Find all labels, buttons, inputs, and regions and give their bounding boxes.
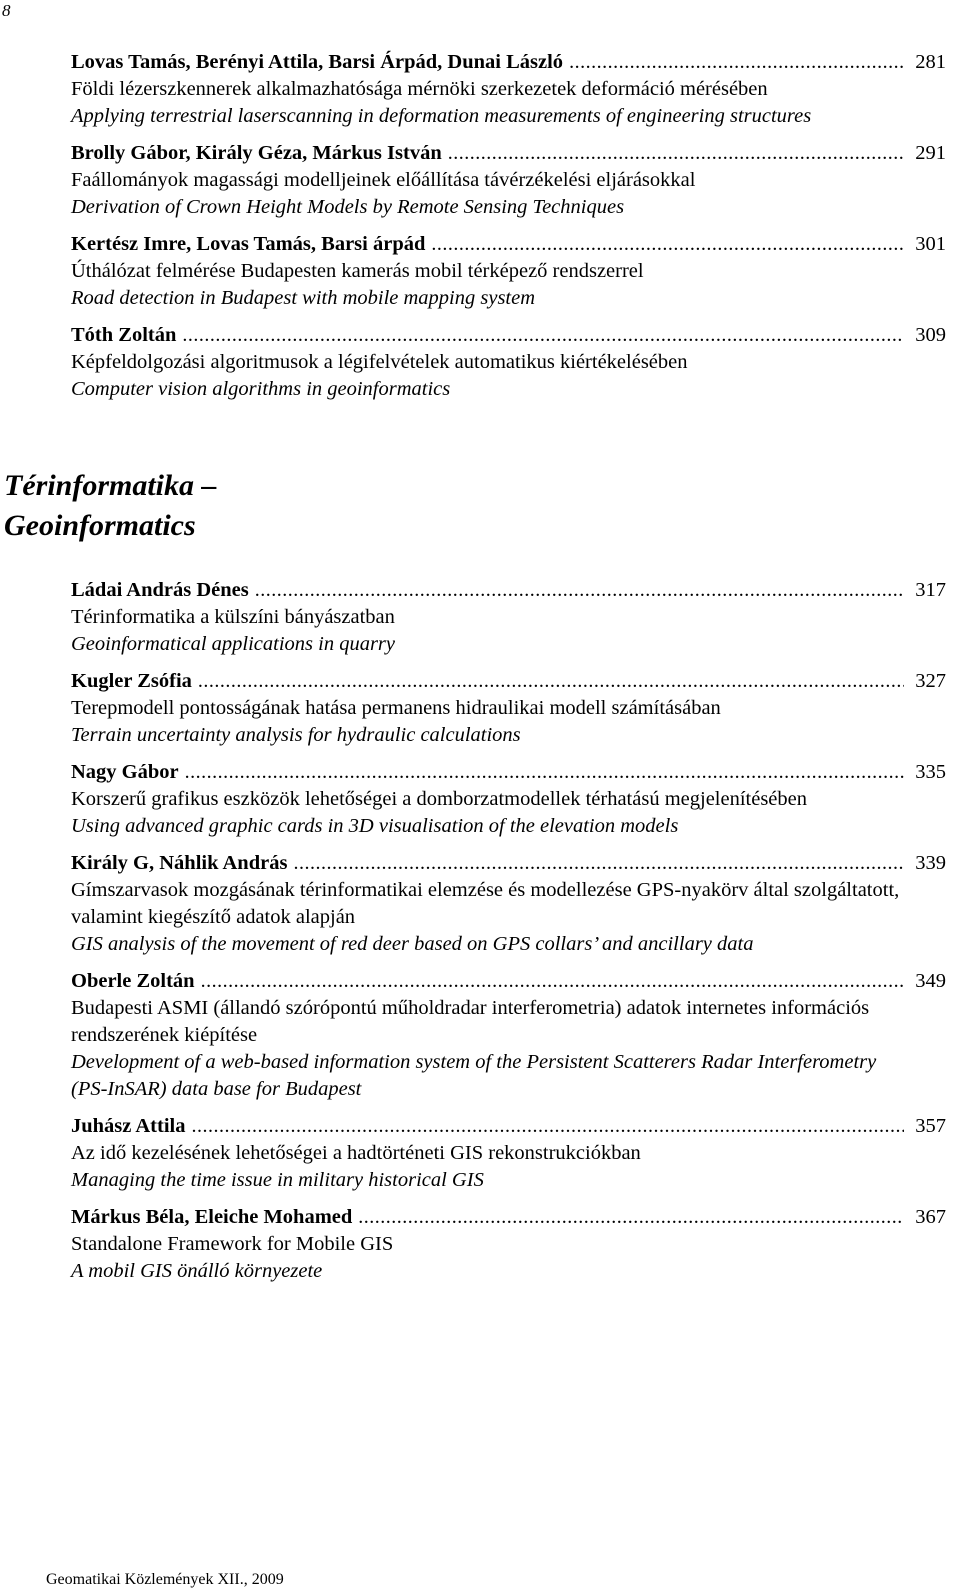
entry-page: 339 xyxy=(915,852,946,874)
entry-title-hu: Terepmodell pontosságának hatása permanens hidraulikai modell számításában xyxy=(71,697,721,719)
dot-leader xyxy=(201,968,904,995)
dot-leader xyxy=(182,322,904,349)
entry-title-hu: Képfeldolgozási algoritmusok a légifelvételek automatikus kiértékelésében xyxy=(71,351,688,373)
toc-entry xyxy=(71,1113,946,1194)
dot-leader xyxy=(431,231,904,258)
entry-authors: Brolly Gábor, Király Géza, Márkus István xyxy=(71,142,442,164)
author-line xyxy=(71,49,946,76)
entry-title-en: Using advanced graphic cards in 3D visualisation of the elevation models xyxy=(71,815,679,837)
entry-title-en: Terrain uncertainty analysis for hydraulic calculations xyxy=(71,724,521,746)
entry-title-en: Geoinformatical applications in quarry xyxy=(71,633,395,655)
toc-list-bottom xyxy=(71,577,946,1295)
entry-page: 309 xyxy=(915,324,946,346)
page-number: 8 xyxy=(2,1,11,20)
dot-leader xyxy=(358,1204,904,1231)
entry-authors: Nagy Gábor xyxy=(71,761,179,783)
entry-title-hu: Földi lézerszkennerek alkalmazhatósága mérnöki szerkezetek deformáció mérésében xyxy=(71,78,768,100)
dot-leader xyxy=(185,759,904,786)
entry-title-en: Computer vision algorithms in geoinformatics xyxy=(71,378,451,400)
dot-leader xyxy=(255,577,904,604)
dot-leader xyxy=(448,140,904,167)
entry-title-en: Managing the time issue in military historical GIS xyxy=(71,1169,484,1191)
entry-authors: Márkus Béla, Eleiche Mohamed xyxy=(71,1206,353,1228)
entry-title-hu: Úthálózat felmérése Budapesten kamerás mobil térképező rendszerrel xyxy=(71,260,644,282)
author-line xyxy=(71,577,946,604)
section-heading xyxy=(4,466,217,546)
dot-leader xyxy=(191,1113,904,1140)
entry-title-en: Road detection in Budapest with mobile mapping system xyxy=(71,287,536,309)
entry-title-hu: Standalone Framework for Mobile GIS xyxy=(71,1233,394,1255)
entry-title-hu: Budapesti ASMI (állandó szórópontú műholdradar interferometria) adatok internetes információs rendszerének kiépítése xyxy=(71,997,870,1046)
toc-entry xyxy=(71,968,946,1103)
entry-title-en: Derivation of Crown Height Models by Remote Sensing Techniques xyxy=(71,196,625,218)
entry-page: 317 xyxy=(915,579,946,601)
author-line xyxy=(71,759,946,786)
entry-title-en: Development of a web-based information system of the Persistent Scatterers Radar Interferometry (PS-InSAR) data base for Budapest xyxy=(71,1051,877,1100)
entry-page: 301 xyxy=(915,233,946,255)
author-line xyxy=(71,968,946,995)
entry-title-hu: Korszerű grafikus eszközök lehetőségei a domborzatmodellek térhatású megjelenítésében xyxy=(71,788,808,810)
toc-list-top xyxy=(71,49,946,413)
entry-title-en: A mobil GIS önálló környezete xyxy=(71,1260,323,1282)
entry-authors: Kugler Zsófia xyxy=(71,670,192,692)
author-line xyxy=(71,668,946,695)
entry-title-hu: Gímszarvasok mozgásának térinformatikai elemzése és modellezése GPS-nyakörv által szolgáltatott, valamint kiegészítő adatok alapján xyxy=(71,879,900,928)
entry-title-hu: Az idő kezelésének lehetőségei a hadtörténeti GIS rekonstrukciókban xyxy=(71,1142,641,1164)
entry-title-en: Applying terrestrial laserscanning in deformation measurements of engineering structures xyxy=(71,105,812,127)
author-line xyxy=(71,140,946,167)
entry-authors: Tóth Zoltán xyxy=(71,324,177,346)
author-line xyxy=(71,850,946,877)
section-heading-line1: Térinformatika – xyxy=(4,469,217,502)
entry-page: 281 xyxy=(915,51,946,73)
toc-entry xyxy=(71,668,946,749)
dot-leader xyxy=(198,668,904,695)
entry-page: 357 xyxy=(915,1115,946,1137)
toc-entry xyxy=(71,1204,946,1285)
entry-authors: Juhász Attila xyxy=(71,1115,186,1137)
author-line xyxy=(71,1204,946,1231)
entry-page: 327 xyxy=(915,670,946,692)
entry-page: 291 xyxy=(915,142,946,164)
dot-leader xyxy=(293,850,904,877)
entry-page: 349 xyxy=(915,970,946,992)
toc-entry xyxy=(71,759,946,840)
toc-entry xyxy=(71,850,946,958)
entry-authors: Oberle Zoltán xyxy=(71,970,195,992)
author-line xyxy=(71,322,946,349)
toc-entry xyxy=(71,322,946,403)
footer-journal: Geomatikai Közlemények XII., 2009 xyxy=(46,1571,284,1588)
entry-authors: Kertész Imre, Lovas Tamás, Barsi árpád xyxy=(71,233,426,255)
author-line xyxy=(71,231,946,258)
entry-title-en: GIS analysis of the movement of red deer based on GPS collars’ and ancillary data xyxy=(71,933,754,955)
toc-entry xyxy=(71,140,946,221)
section-heading-line2: Geoinformatics xyxy=(4,509,196,542)
toc-entry xyxy=(71,577,946,658)
toc-entry xyxy=(71,231,946,312)
entry-authors: Király G, Náhlik András xyxy=(71,852,288,874)
entry-authors: Lovas Tamás, Berényi Attila, Barsi Árpád, Dunai László xyxy=(71,51,564,73)
entry-authors: Ládai András Dénes xyxy=(71,579,249,601)
entry-page: 335 xyxy=(915,761,946,783)
toc-entry xyxy=(71,49,946,130)
entry-title-hu: Térinformatika a külszíni bányászatban xyxy=(71,606,395,628)
author-line xyxy=(71,1113,946,1140)
entry-page: 367 xyxy=(915,1206,946,1228)
entry-title-hu: Faállományok magassági modelljeinek előállítása távérzékelési eljárásokkal xyxy=(71,169,696,191)
dot-leader xyxy=(569,49,904,76)
